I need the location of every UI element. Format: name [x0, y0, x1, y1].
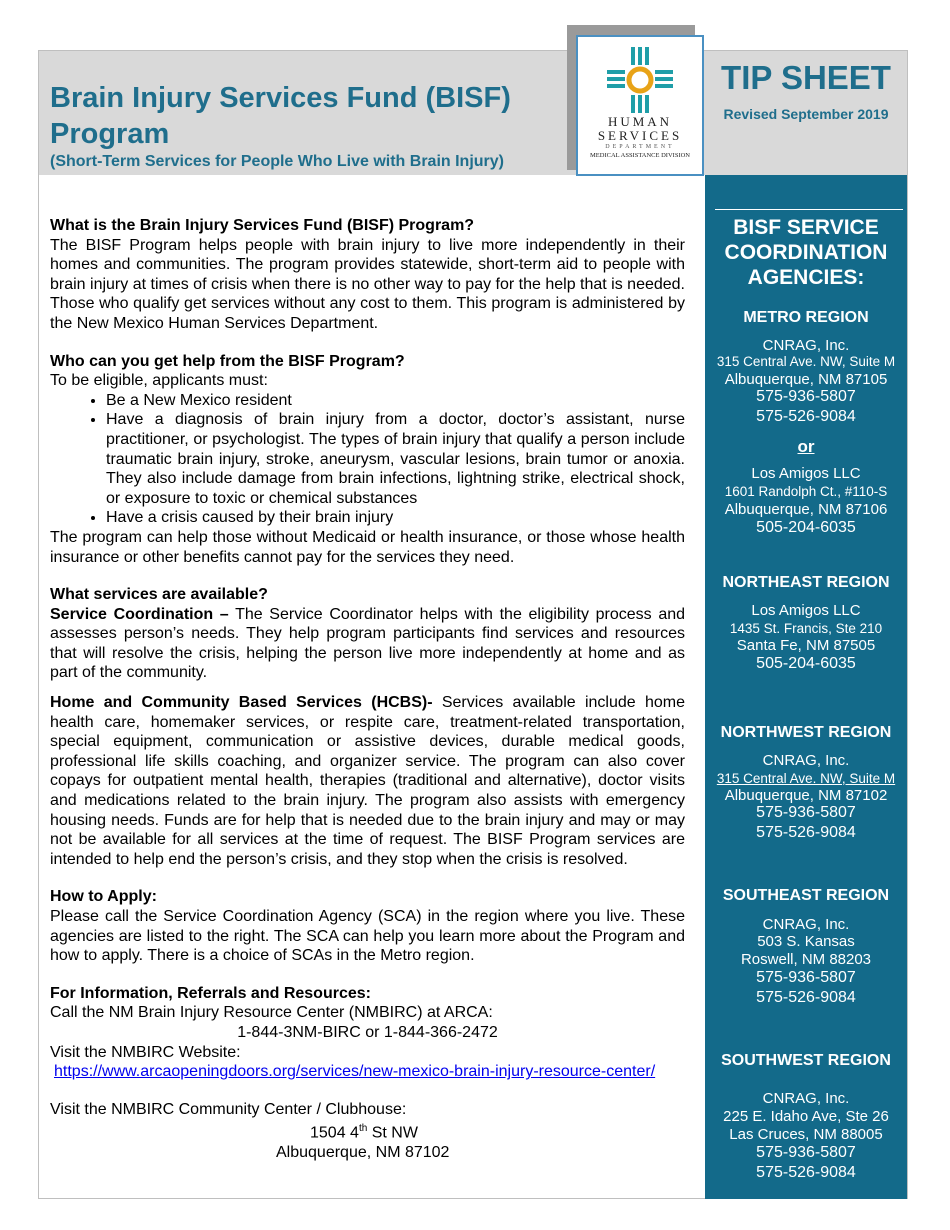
region-metro: METRO REGION — [743, 309, 869, 326]
section-heading-info: For Information, Referrals and Resources: — [50, 984, 371, 1002]
agency-street: 315 Central Ave. NW, Suite M — [716, 354, 896, 369]
logo-text-division: MEDICAL ASSISTANCE DIVISION — [590, 152, 690, 159]
agency-street: 225 E. Idaho Ave, Ste 26 — [723, 1108, 889, 1125]
section-heading-who: Who can you get help from the BISF Program? — [50, 352, 405, 370]
revised-date: Revised September 2019 — [723, 106, 889, 122]
zia-sun-icon — [605, 47, 675, 113]
sidebar-title — [705, 215, 907, 290]
center-city: Albuquerque, NM 87102 — [276, 1144, 450, 1162]
hsd-logo — [576, 35, 704, 176]
logo-text-department: DEPARTMENT — [605, 144, 675, 150]
hcbs-label: Home and Community Based Services (HCBS)- — [50, 694, 433, 712]
center-street — [310, 1119, 685, 1143]
agency-name: CNRAG, Inc. — [762, 752, 850, 769]
info-visit-web: Visit the NMBIRC Website: — [50, 1043, 241, 1061]
region-southwest: SOUTHWEST REGION — [721, 1052, 891, 1069]
agency-name: Los Amigos LLC — [751, 602, 861, 619]
agency-name: CNRAG, Inc. — [762, 1090, 850, 1107]
main-content — [50, 216, 685, 1163]
sidebar-divider — [715, 209, 903, 210]
center-street-sup: th — [358, 1123, 368, 1135]
agency-city: Albuquerque, NM 87105 — [724, 371, 888, 388]
center-street-number: 1504 4 — [310, 1124, 359, 1142]
agency-street: 1601 Randolph Ct., #110-S — [724, 484, 888, 499]
section-heading-services: What services are available? — [50, 586, 268, 604]
agency-phone: 505-204-6035 — [756, 519, 856, 536]
or-separator: or — [797, 437, 815, 456]
center-street-name: St NW — [367, 1124, 418, 1142]
page-title: Brain Injury Services Fund (BISF) Program — [50, 82, 511, 150]
agency-city: Roswell, NM 88203 — [740, 951, 872, 968]
agency-city: Albuquerque, NM 87106 — [724, 501, 888, 518]
tip-sheet-box — [705, 51, 907, 175]
eligibility-closing: The program can help those without Medicaid or health insurance, or those whose health insurance or other benefits cannot pay for the services they need. — [50, 528, 685, 566]
list-item: • Have a crisis caused by their brain injury — [106, 508, 685, 528]
agency-city: Las Cruces, NM 88005 — [729, 1126, 883, 1143]
info-url-line — [54, 1062, 685, 1082]
logo-text-services: SERVICES — [597, 128, 683, 143]
agency-city: Santa Fe, NM 87505 — [736, 637, 876, 654]
agency-street: 503 S. Kansas — [757, 933, 855, 950]
page-subtitle: (Short-Term Services for People Who Live with Brain Injury) — [50, 153, 504, 170]
agency-phone: 575-936-5807 — [756, 804, 856, 821]
section-heading-what: What is the Brain Injury Services Fund (BISF) Program? — [50, 217, 475, 234]
service-coordination-paragraph — [50, 605, 685, 683]
region-northwest: NORTHWEST REGION — [720, 724, 892, 741]
tip-sheet-label: TIP SHEET — [721, 59, 891, 96]
agency-phone: 575-936-5807 — [756, 1144, 856, 1161]
sidebar-title-line: COORDINATION — [724, 241, 888, 264]
agency-phone: 575-526-9084 — [756, 1164, 856, 1181]
info-call: Call the NM Brain Injury Resource Center (NMBIRC) at ARCA: — [50, 1004, 493, 1022]
hcbs-paragraph — [50, 693, 685, 869]
agency-phone: 575-526-9084 — [756, 989, 856, 1006]
section-heading-apply: How to Apply: — [50, 888, 157, 906]
agency-sidebar — [705, 175, 907, 1199]
agency-phone: 505-204-6035 — [756, 655, 856, 672]
service-coordination-body: The Service Coordinator helps with the eligibility process and assesses person’s needs. They help program participants find services and resources that will resolve the crisis, helping the person live more independently at home and as part of the community. — [50, 605, 686, 682]
info-phones: 1-844-3NM-BIRC or 1-844-366-2472 — [237, 1023, 498, 1041]
region-northeast: NORTHEAST REGION — [722, 574, 890, 591]
service-coordination-label: Service Coordination – — [50, 605, 229, 623]
nmbirc-website-link[interactable]: https://www.arcaopeningdoors.org/services/new-mexico-brain-injury-resource-center/ — [54, 1063, 656, 1081]
agency-street: 1435 St. Francis, Ste 210 — [729, 621, 883, 636]
section-body-what: The BISF Program helps people with brain injury to live more independently in their homes and communities. The program provides statewide, short-term aid to people with brain injury at times of crisis when there is no other way to pay for the help that is needed. Those who qualify get services without any cost to them. This program is administered by the New Mexico Human Services Department. — [50, 236, 685, 332]
eligibility-list — [50, 391, 685, 528]
agency-phone: 575-526-9084 — [756, 824, 856, 841]
agency-name: Los Amigos LLC — [751, 465, 861, 482]
agency-phone: 575-936-5807 — [756, 388, 856, 405]
logo-text-human: HUMAN — [607, 114, 673, 129]
list-item: • Have a diagnosis of brain injury from a doctor, doctor’s assistant, nurse practitioner, or psychologist. The types of brain injury that qualify a person include traumatic brain injury, stroke, aneurysm, vascular lesions, brain tumor or anoxia. They also include damage from brain infections, lightning strike, electrical shock, or exposure to toxic or chemical substances — [106, 410, 685, 508]
list-item: • Be a New Mexico resident — [106, 391, 685, 411]
agency-street: 315 Central Ave. NW, Suite M — [716, 771, 896, 786]
agency-name: CNRAG, Inc. — [762, 916, 850, 933]
hcbs-body: Services available include home health care, homemaker services, or respite care, treatment-related transportation, special equipment, communication or assistive devices, durable medical goods, professional life skills coaching, and organizer service. The program can also cover copays for outpatient mental health, therapies (traditional and alternative), doctor visits and medications related to the brain injury. The program also assists with emergency housing needs. Funds are for help that is needed due to the brain injury and may or may not be available for all services at the time of request. The BISF Program services are intended to help end the person’s crisis, and they stop when the crisis is resolved. — [50, 694, 685, 868]
eligibility-intro: To be eligible, applicants must: — [50, 372, 268, 390]
sidebar-title-line: AGENCIES: — [747, 266, 865, 289]
info-visit-center: Visit the NMBIRC Community Center / Clubhouse: — [50, 1100, 407, 1118]
agency-city: Albuquerque, NM 87102 — [724, 787, 888, 804]
sidebar-title-line: BISF SERVICE — [733, 216, 879, 239]
agency-phone: 575-936-5807 — [756, 969, 856, 986]
agency-name: CNRAG, Inc. — [762, 337, 850, 354]
region-southeast: SOUTHEAST REGION — [722, 887, 890, 904]
agency-phone: 575-526-9084 — [756, 408, 856, 425]
section-body-apply: Please call the Service Coordination Agency (SCA) in the region where you live. These agencies are listed to the right. The SCA can help you learn more about the Program and how to apply. There is a choice of SCAs in the Metro region. — [50, 908, 685, 965]
